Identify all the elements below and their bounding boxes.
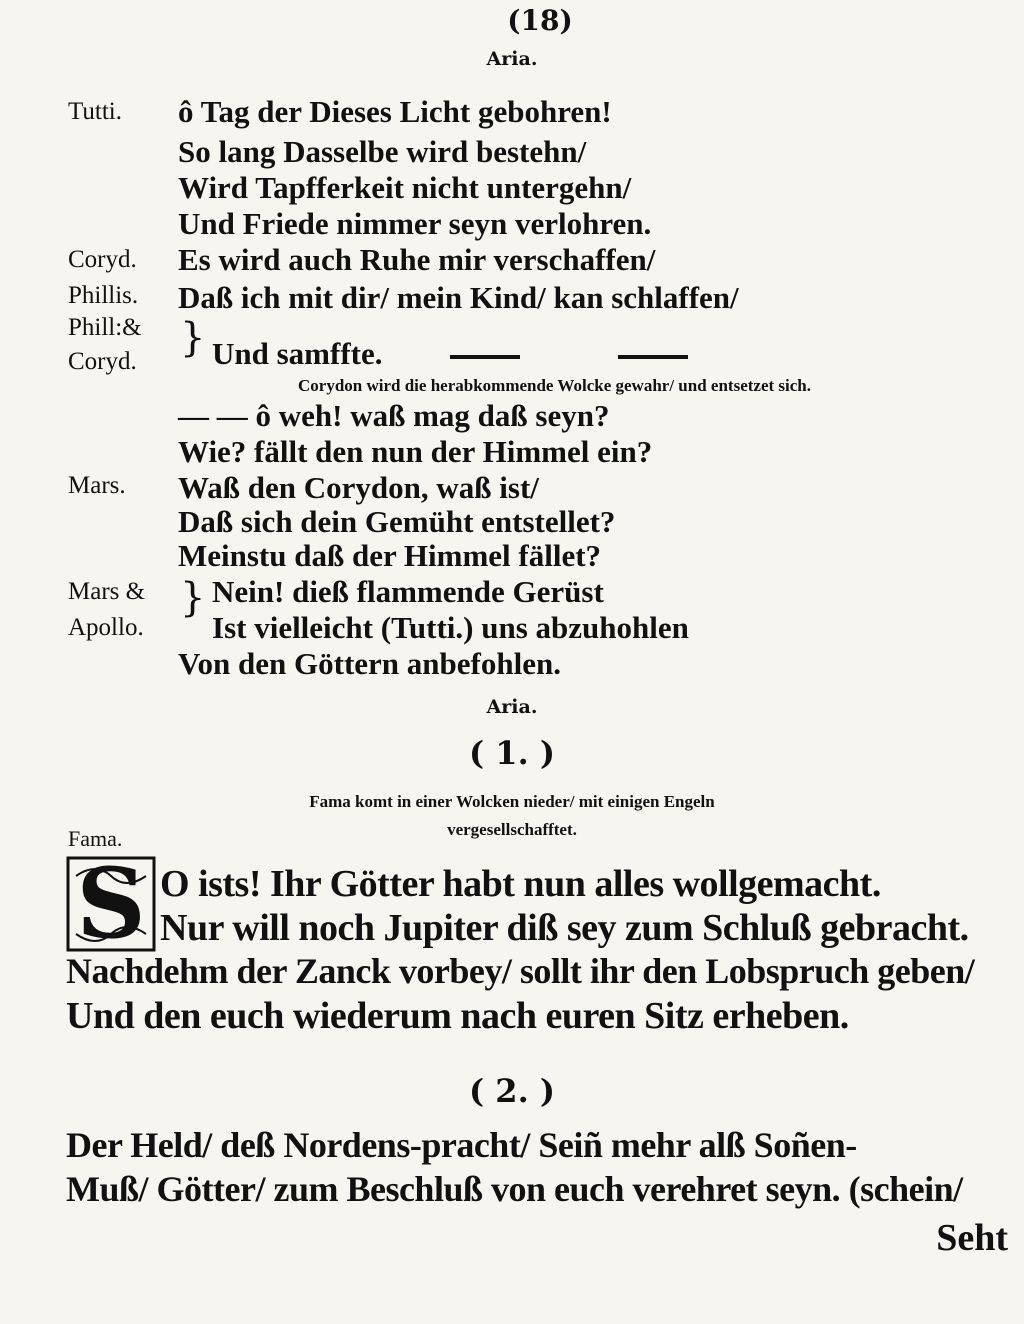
speaker-coryd: Coryd. bbox=[68, 246, 137, 273]
speaker-mars-and: Mars & bbox=[68, 578, 146, 605]
verse-line: Daß sich dein Gemüht entstellet? bbox=[178, 504, 616, 539]
speaker-tutti: Tutti. bbox=[68, 98, 122, 125]
speaker-phill-and: Phill:& bbox=[68, 314, 142, 341]
rule-dash bbox=[618, 355, 688, 359]
verse-line: Wie? fällt den nun der Himmel ein? bbox=[178, 434, 653, 469]
rule-dash bbox=[450, 355, 520, 359]
catchword: Seht bbox=[936, 1217, 1008, 1259]
verse-line: O ists! Ihr Götter habt nun alles wollgemacht. bbox=[160, 863, 881, 905]
heading-aria: Aria. bbox=[486, 48, 538, 70]
verse-line: Und Friede nimmer seyn verlohren. bbox=[178, 206, 652, 241]
page-number: (18) bbox=[507, 4, 573, 37]
verse-line: Von den Göttern anbefohlen. bbox=[178, 646, 561, 681]
verse-line bbox=[178, 398, 609, 434]
dash-mark: — — bbox=[178, 398, 248, 433]
heading-aria: Aria. bbox=[486, 696, 538, 718]
verse-line: Nachdehm der Zanck vorbey/ sollt ihr den Lobspruch geben/ bbox=[66, 951, 975, 991]
verse-line: Der Held/ deß Nordens-pracht/ Seiñ mehr alß Soñen- bbox=[66, 1125, 857, 1165]
stage-direction: Corydon wird die herabkommende Wolcke gewahr/ und entsetzet sich. bbox=[298, 376, 811, 395]
stanza-number: ( 1. ) bbox=[469, 734, 555, 772]
verse-line: Nur will noch Jupiter diß sey zum Schluß gebracht. bbox=[160, 907, 969, 949]
verse-line: Ist vielleicht (Tutti.) uns abzuhohlen bbox=[212, 610, 689, 645]
stanza-number: ( 2. ) bbox=[469, 1072, 555, 1110]
verse-line: Es wird auch Ruhe mir verschaffen/ bbox=[178, 242, 656, 277]
brace-symbol: } bbox=[180, 315, 206, 361]
brace-symbol: } bbox=[180, 575, 206, 621]
decorated-initial: S bbox=[76, 847, 146, 960]
verse-line: Wird Tapfferkeit nicht untergehn/ bbox=[178, 170, 632, 205]
verse-line: Und den euch wiederum nach euren Sitz erheben. bbox=[66, 995, 849, 1037]
verse-line: Nein! dieß flammende Gerüst bbox=[212, 574, 604, 609]
verse-text: Und samffte. bbox=[212, 336, 383, 371]
verse-line: Daß ich mit dir/ mein Kind/ kan schlaffen/ bbox=[178, 280, 739, 315]
verse-line: ô Tag der Dieses Licht gebohren! bbox=[178, 94, 612, 129]
speaker-mars: Mars. bbox=[68, 472, 126, 499]
verse-text: ô weh! waß mag daß seyn? bbox=[255, 398, 610, 433]
speaker-coryd-2: Coryd. bbox=[68, 348, 137, 375]
verse-line: Waß den Corydon, waß ist/ bbox=[178, 470, 539, 505]
speaker-phillis: Phillis. bbox=[68, 282, 139, 309]
verse-line: Muß/ Götter/ zum Beschluß von euch verehret seyn. (schein/ bbox=[66, 1169, 963, 1209]
stage-direction: Fama komt in einer Wolcken nieder/ mit einigen Engeln bbox=[309, 792, 715, 811]
stage-direction: vergesellschafftet. bbox=[447, 820, 577, 839]
speaker-apollo: Apollo. bbox=[68, 614, 144, 641]
verse-line: Meinstu daß der Himmel fället? bbox=[178, 538, 602, 573]
speaker-fama: Fama. bbox=[68, 826, 123, 851]
verse-line bbox=[212, 336, 688, 372]
verse-line: So lang Dasselbe wird bestehn/ bbox=[178, 134, 587, 169]
